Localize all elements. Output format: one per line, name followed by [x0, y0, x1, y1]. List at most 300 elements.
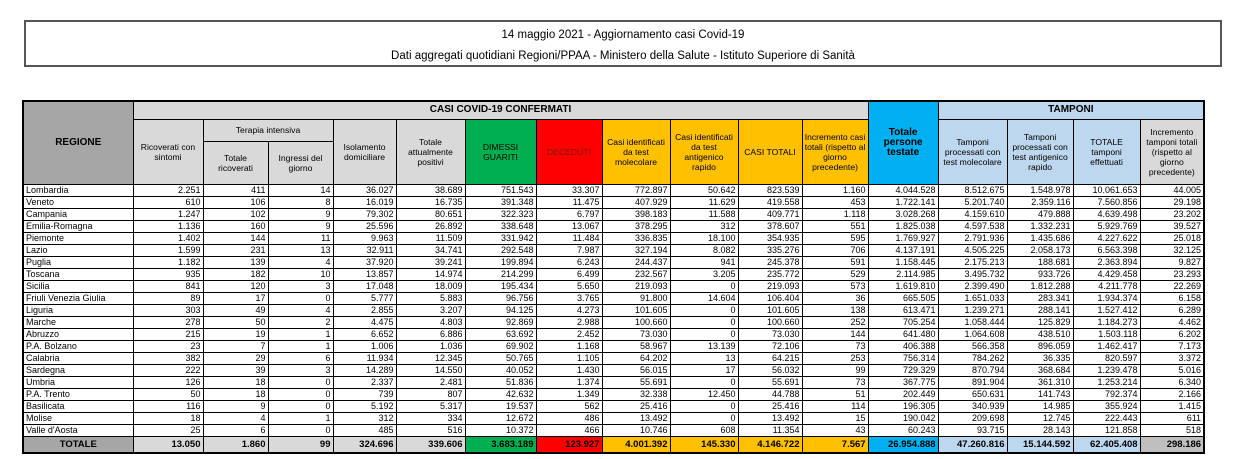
- region-cell: P.A. Trento: [23, 388, 133, 400]
- value-cell: 7.987: [536, 244, 602, 256]
- value-cell: 19.537: [465, 400, 536, 412]
- table-row: [23, 292, 1204, 304]
- col-header-ricoverati-con-sintomi: Ricoverati con sintomi: [133, 119, 203, 184]
- table-row: [23, 364, 1204, 376]
- value-cell: 398.183: [602, 208, 670, 220]
- value-cell: 8.082: [670, 244, 738, 256]
- value-cell: 232.567: [602, 268, 670, 280]
- value-cell: 1.769.927: [868, 232, 938, 244]
- value-cell: 6.499: [536, 268, 602, 280]
- value-cell: 1.160: [802, 184, 868, 196]
- value-cell: 1.415: [1140, 400, 1204, 412]
- value-cell: 1: [268, 328, 333, 340]
- value-cell: 11.588: [670, 208, 738, 220]
- value-cell: 336.835: [602, 232, 670, 244]
- region-cell: Umbria: [23, 376, 133, 388]
- value-cell: 4.597.538: [938, 220, 1007, 232]
- value-cell: 63.692: [465, 328, 536, 340]
- value-cell: 12.450: [670, 388, 738, 400]
- value-cell: 114: [802, 400, 868, 412]
- value-cell: 25.018: [1140, 232, 1204, 244]
- value-cell: 94.125: [465, 304, 536, 316]
- value-cell: 23.202: [1140, 208, 1204, 220]
- table-row: [23, 184, 1204, 196]
- col-header-casi-totali: CASI TOTALI: [738, 119, 802, 184]
- value-cell: 13: [268, 244, 333, 256]
- value-cell: 338.648: [465, 220, 536, 232]
- value-cell: 138: [802, 304, 868, 316]
- value-cell: 29.198: [1140, 196, 1204, 208]
- value-cell: 2.058.173: [1007, 244, 1073, 256]
- value-cell: 327.194: [602, 244, 670, 256]
- value-cell: 1.374: [536, 376, 602, 388]
- value-cell: 6.797: [536, 208, 602, 220]
- value-cell: 551: [802, 220, 868, 232]
- value-cell: 6: [268, 352, 333, 364]
- value-cell: 10.372: [465, 424, 536, 436]
- value-cell: 312: [333, 412, 396, 424]
- value-cell: 438.510: [1007, 328, 1073, 340]
- value-cell: 0: [670, 316, 738, 328]
- value-cell: 0: [268, 376, 333, 388]
- total-value-cell: 15.144.592: [1007, 436, 1073, 453]
- value-cell: 9.827: [1140, 256, 1204, 268]
- value-cell: 55.691: [738, 376, 802, 388]
- value-cell: 935: [133, 268, 203, 280]
- value-cell: 870.794: [938, 364, 1007, 376]
- col-header-incremento-casi-totali: Incremento casi totali (rispetto al giorno precedente): [802, 119, 868, 184]
- value-cell: 566.358: [938, 340, 1007, 352]
- value-cell: 209.698: [938, 412, 1007, 424]
- value-cell: 17: [203, 292, 268, 304]
- region-cell: Veneto: [23, 196, 133, 208]
- value-cell: 6.158: [1140, 292, 1204, 304]
- col-header-totale-tamponi: TOTALE tamponi effettuati: [1073, 119, 1140, 184]
- value-cell: 18: [203, 388, 268, 400]
- value-cell: 1.402: [133, 232, 203, 244]
- value-cell: 80.651: [396, 208, 465, 220]
- region-cell: Lombardia: [23, 184, 133, 196]
- value-cell: 610: [133, 196, 203, 208]
- value-cell: 13: [670, 352, 738, 364]
- value-cell: 2: [268, 316, 333, 328]
- value-cell: 91.800: [602, 292, 670, 304]
- value-cell: 729.329: [868, 364, 938, 376]
- value-cell: 1.247: [133, 208, 203, 220]
- value-cell: 367.775: [868, 376, 938, 388]
- table-row: [23, 340, 1204, 352]
- value-cell: 1: [268, 412, 333, 424]
- region-cell: Lazio: [23, 244, 133, 256]
- value-cell: 4.639.498: [1073, 208, 1140, 220]
- value-cell: 1.168: [536, 340, 602, 352]
- value-cell: 18.100: [670, 232, 738, 244]
- total-value-cell: 13.050: [133, 436, 203, 453]
- value-cell: 99: [802, 364, 868, 376]
- group-header-terapia-intensiva: Terapia intensiva: [203, 119, 333, 141]
- value-cell: 25.416: [602, 400, 670, 412]
- total-value-cell: 4.001.392: [602, 436, 670, 453]
- value-cell: 278: [133, 316, 203, 328]
- table-row: [23, 388, 1204, 400]
- value-cell: 13.067: [536, 220, 602, 232]
- table-row: [23, 268, 1204, 280]
- value-cell: 202.449: [868, 388, 938, 400]
- table-row: [23, 412, 1204, 424]
- table-row: [23, 352, 1204, 364]
- value-cell: 14.974: [396, 268, 465, 280]
- col-header-deceduti: DECEDUTI: [536, 119, 602, 184]
- value-cell: 9: [203, 400, 268, 412]
- value-cell: 32.338: [602, 388, 670, 400]
- value-cell: 4.227.622: [1073, 232, 1140, 244]
- value-cell: 72.106: [738, 340, 802, 352]
- value-cell: 89: [133, 292, 203, 304]
- region-cell: Calabria: [23, 352, 133, 364]
- value-cell: 7: [203, 340, 268, 352]
- value-cell: 2.363.894: [1073, 256, 1140, 268]
- value-cell: 56.032: [738, 364, 802, 376]
- value-cell: 69.902: [465, 340, 536, 352]
- value-cell: 479.888: [1007, 208, 1073, 220]
- value-cell: 121.858: [1073, 424, 1140, 436]
- value-cell: 608: [670, 424, 738, 436]
- value-cell: 36.335: [1007, 352, 1073, 364]
- value-cell: 1.349: [536, 388, 602, 400]
- value-cell: 891.904: [938, 376, 1007, 388]
- value-cell: 562: [536, 400, 602, 412]
- table-row: [23, 208, 1204, 220]
- total-value-cell: 47.260.816: [938, 436, 1007, 453]
- value-cell: 215: [133, 328, 203, 340]
- value-cell: 44.788: [738, 388, 802, 400]
- value-cell: 141.743: [1007, 388, 1073, 400]
- value-cell: 6.202: [1140, 328, 1204, 340]
- col-header-totale-attualmente-positivi: Totale attualmente positivi: [396, 119, 465, 184]
- value-cell: 3: [268, 280, 333, 292]
- value-cell: 50.642: [670, 184, 738, 196]
- value-cell: 55.691: [602, 376, 670, 388]
- value-cell: 49: [203, 304, 268, 316]
- region-cell: P.A. Bolzano: [23, 340, 133, 352]
- value-cell: 4: [268, 304, 333, 316]
- value-cell: 595: [802, 232, 868, 244]
- value-cell: 419.558: [738, 196, 802, 208]
- value-cell: 1.136: [133, 220, 203, 232]
- value-cell: 466: [536, 424, 602, 436]
- value-cell: 6.652: [333, 328, 396, 340]
- value-cell: 25: [133, 424, 203, 436]
- value-cell: 288.141: [1007, 304, 1073, 316]
- value-cell: 486: [536, 412, 602, 424]
- value-cell: 1.435.686: [1007, 232, 1073, 244]
- value-cell: 219.093: [738, 280, 802, 292]
- value-cell: 1.527.412: [1073, 304, 1140, 316]
- col-header-dimessi-guariti: DIMESSI GUARITI: [465, 119, 536, 184]
- value-cell: 5.650: [536, 280, 602, 292]
- value-cell: 190.042: [868, 412, 938, 424]
- total-value-cell: 99: [268, 436, 333, 453]
- value-cell: 73.030: [738, 328, 802, 340]
- value-cell: 4.429.458: [1073, 268, 1140, 280]
- value-cell: 214.299: [465, 268, 536, 280]
- value-cell: 44.005: [1140, 184, 1204, 196]
- value-cell: 100.660: [738, 316, 802, 328]
- value-cell: 60.243: [868, 424, 938, 436]
- value-cell: 2.251: [133, 184, 203, 196]
- value-cell: 705.254: [868, 316, 938, 328]
- value-cell: 4.475: [333, 316, 396, 328]
- table-row: [23, 376, 1204, 388]
- region-cell: Puglia: [23, 256, 133, 268]
- value-cell: 9: [268, 220, 333, 232]
- value-cell: 2.359.116: [1007, 196, 1073, 208]
- covid-data-table: [22, 100, 1205, 454]
- value-cell: 11.629: [670, 196, 738, 208]
- value-cell: 50: [203, 316, 268, 328]
- value-cell: 58.967: [602, 340, 670, 352]
- value-cell: 23.293: [1140, 268, 1204, 280]
- report-title-line1: 14 maggio 2021 - Aggiornamento casi Covid-19: [501, 29, 745, 41]
- value-cell: 0: [268, 400, 333, 412]
- value-cell: 406.388: [868, 340, 938, 352]
- value-cell: 12.672: [465, 412, 536, 424]
- value-cell: 8.512.675: [938, 184, 1007, 196]
- value-cell: 32.911: [333, 244, 396, 256]
- value-cell: 6.289: [1140, 304, 1204, 316]
- total-value-cell: 62.405.408: [1073, 436, 1140, 453]
- value-cell: 2.114.985: [868, 268, 938, 280]
- value-cell: 4.159.610: [938, 208, 1007, 220]
- table-row: [23, 304, 1204, 316]
- value-cell: 3: [268, 364, 333, 376]
- value-cell: 613.471: [868, 304, 938, 316]
- value-cell: 16.735: [396, 196, 465, 208]
- value-cell: 11.509: [396, 232, 465, 244]
- table-total-row: [23, 436, 1204, 453]
- col-header-incremento-tamponi: Incremento tamponi totali (rispetto al giorno precedente): [1140, 119, 1204, 184]
- value-cell: 4.803: [396, 316, 465, 328]
- value-cell: 25.596: [333, 220, 396, 232]
- value-cell: 751.543: [465, 184, 536, 196]
- total-value-cell: 26.954.888: [868, 436, 938, 453]
- value-cell: 706: [802, 244, 868, 256]
- value-cell: 13.857: [333, 268, 396, 280]
- value-cell: 756.314: [868, 352, 938, 364]
- col-header-totale-ricoverati: Totale ricoverati: [203, 141, 268, 184]
- value-cell: 222.443: [1073, 412, 1140, 424]
- value-cell: 1.006: [333, 340, 396, 352]
- value-cell: 50.765: [465, 352, 536, 364]
- value-cell: 2.337: [333, 376, 396, 388]
- value-cell: 340.939: [938, 400, 1007, 412]
- value-cell: 378.607: [738, 220, 802, 232]
- value-cell: 160: [203, 220, 268, 232]
- value-cell: 120: [203, 280, 268, 292]
- region-cell: Basilicata: [23, 400, 133, 412]
- value-cell: 22.269: [1140, 280, 1204, 292]
- value-cell: 1.934.374: [1073, 292, 1140, 304]
- value-cell: 51: [802, 388, 868, 400]
- value-cell: 6.563.398: [1073, 244, 1140, 256]
- total-value-cell: 324.696: [333, 436, 396, 453]
- value-cell: 9: [268, 208, 333, 220]
- value-cell: 4.505.225: [938, 244, 1007, 256]
- value-cell: 2.175.213: [938, 256, 1007, 268]
- region-cell: Sicilia: [23, 280, 133, 292]
- value-cell: 11.354: [738, 424, 802, 436]
- region-cell: Piemonte: [23, 232, 133, 244]
- value-cell: 2.166: [1140, 388, 1204, 400]
- value-cell: 28.143: [1007, 424, 1073, 436]
- value-cell: 1.105: [536, 352, 602, 364]
- value-cell: 739: [333, 388, 396, 400]
- value-cell: 6.243: [536, 256, 602, 268]
- value-cell: 1.619.810: [868, 280, 938, 292]
- value-cell: 182: [203, 268, 268, 280]
- value-cell: 3.207: [396, 304, 465, 316]
- region-cell: Abruzzo: [23, 328, 133, 340]
- value-cell: 292.548: [465, 244, 536, 256]
- total-value-cell: 3.683.189: [465, 436, 536, 453]
- value-cell: 391.348: [465, 196, 536, 208]
- value-cell: 1.462.417: [1073, 340, 1140, 352]
- value-cell: 453: [802, 196, 868, 208]
- table-row: [23, 328, 1204, 340]
- value-cell: 334: [396, 412, 465, 424]
- value-cell: 2.855: [333, 304, 396, 316]
- value-cell: 573: [802, 280, 868, 292]
- value-cell: 4.044.528: [868, 184, 938, 196]
- value-cell: 4.273: [536, 304, 602, 316]
- value-cell: 322.323: [465, 208, 536, 220]
- value-cell: 11.484: [536, 232, 602, 244]
- table-row: [23, 220, 1204, 232]
- value-cell: 1.548.978: [1007, 184, 1073, 196]
- value-cell: 7.173: [1140, 340, 1204, 352]
- value-cell: 196.305: [868, 400, 938, 412]
- value-cell: 784.262: [938, 352, 1007, 364]
- value-cell: 0: [268, 424, 333, 436]
- value-cell: 17: [670, 364, 738, 376]
- total-value-cell: 4.146.722: [738, 436, 802, 453]
- value-cell: 2.988: [536, 316, 602, 328]
- value-cell: 2.452: [536, 328, 602, 340]
- value-cell: 1.722.141: [868, 196, 938, 208]
- value-cell: 73: [802, 376, 868, 388]
- col-header-casi-test-antigenico: Casi identificati da test antigenico rapido: [670, 119, 738, 184]
- value-cell: 0: [268, 292, 333, 304]
- value-cell: 93.715: [938, 424, 1007, 436]
- covid-data-table-wrapper: [22, 100, 1205, 454]
- value-cell: 283.341: [1007, 292, 1073, 304]
- table-row: [23, 244, 1204, 256]
- value-cell: 516: [396, 424, 465, 436]
- value-cell: 641.480: [868, 328, 938, 340]
- value-cell: 50: [133, 388, 203, 400]
- value-cell: 10.061.653: [1073, 184, 1140, 196]
- value-cell: 5.317: [396, 400, 465, 412]
- value-cell: 591: [802, 256, 868, 268]
- value-cell: 772.897: [602, 184, 670, 196]
- value-cell: 51.836: [465, 376, 536, 388]
- value-cell: 14.289: [333, 364, 396, 376]
- value-cell: 1.430: [536, 364, 602, 376]
- value-cell: 14.985: [1007, 400, 1073, 412]
- value-cell: 361.310: [1007, 376, 1073, 388]
- value-cell: 0: [670, 400, 738, 412]
- value-cell: 518: [1140, 424, 1204, 436]
- group-header-tamponi: TAMPONI: [938, 101, 1204, 119]
- value-cell: 92.869: [465, 316, 536, 328]
- value-cell: 101.605: [738, 304, 802, 316]
- region-cell: Friuli Venezia Giulia: [23, 292, 133, 304]
- value-cell: 12.345: [396, 352, 465, 364]
- value-cell: 3.372: [1140, 352, 1204, 364]
- total-value-cell: 123.927: [536, 436, 602, 453]
- value-cell: 485: [333, 424, 396, 436]
- col-header-isolamento-domiciliare: Isolamento domiciliare: [333, 119, 396, 184]
- value-cell: 8: [268, 196, 333, 208]
- value-cell: 1.503.118: [1073, 328, 1140, 340]
- value-cell: 529: [802, 268, 868, 280]
- col-header-totale-persone-testate: Totale persone testate: [868, 101, 938, 184]
- value-cell: 3.765: [536, 292, 602, 304]
- col-header-casi-test-molecolare: Casi identificati da test molecolare: [602, 119, 670, 184]
- value-cell: 37.920: [333, 256, 396, 268]
- region-cell: Campania: [23, 208, 133, 220]
- value-cell: 13.492: [738, 412, 802, 424]
- value-cell: 39.241: [396, 256, 465, 268]
- value-cell: 106: [203, 196, 268, 208]
- value-cell: 378.295: [602, 220, 670, 232]
- value-cell: 4: [203, 412, 268, 424]
- value-cell: 96.756: [465, 292, 536, 304]
- value-cell: 244.437: [602, 256, 670, 268]
- value-cell: 4.211.778: [1073, 280, 1140, 292]
- value-cell: 101.605: [602, 304, 670, 316]
- table-row: [23, 280, 1204, 292]
- value-cell: 841: [133, 280, 203, 292]
- value-cell: 17.048: [333, 280, 396, 292]
- value-cell: 33.307: [536, 184, 602, 196]
- value-cell: 29: [203, 352, 268, 364]
- value-cell: 1.239.271: [938, 304, 1007, 316]
- value-cell: 32.125: [1140, 244, 1204, 256]
- value-cell: 5.777: [333, 292, 396, 304]
- value-cell: 1.825.038: [868, 220, 938, 232]
- value-cell: 6.340: [1140, 376, 1204, 388]
- value-cell: 355.924: [1073, 400, 1140, 412]
- value-cell: 10: [268, 268, 333, 280]
- value-cell: 13.492: [602, 412, 670, 424]
- value-cell: 188.681: [1007, 256, 1073, 268]
- value-cell: 14: [268, 184, 333, 196]
- value-cell: 73.030: [602, 328, 670, 340]
- value-cell: 5.192: [333, 400, 396, 412]
- group-header-casi-confermati: CASI COVID-19 CONFERMATI: [133, 101, 868, 119]
- value-cell: 807: [396, 388, 465, 400]
- value-cell: 100.660: [602, 316, 670, 328]
- value-cell: 245.378: [738, 256, 802, 268]
- value-cell: 6: [203, 424, 268, 436]
- value-cell: 4.462: [1140, 316, 1204, 328]
- value-cell: 0: [670, 376, 738, 388]
- value-cell: 106.404: [738, 292, 802, 304]
- value-cell: 611: [1140, 412, 1204, 424]
- col-header-regione: REGIONE: [23, 101, 133, 184]
- value-cell: 252: [802, 316, 868, 328]
